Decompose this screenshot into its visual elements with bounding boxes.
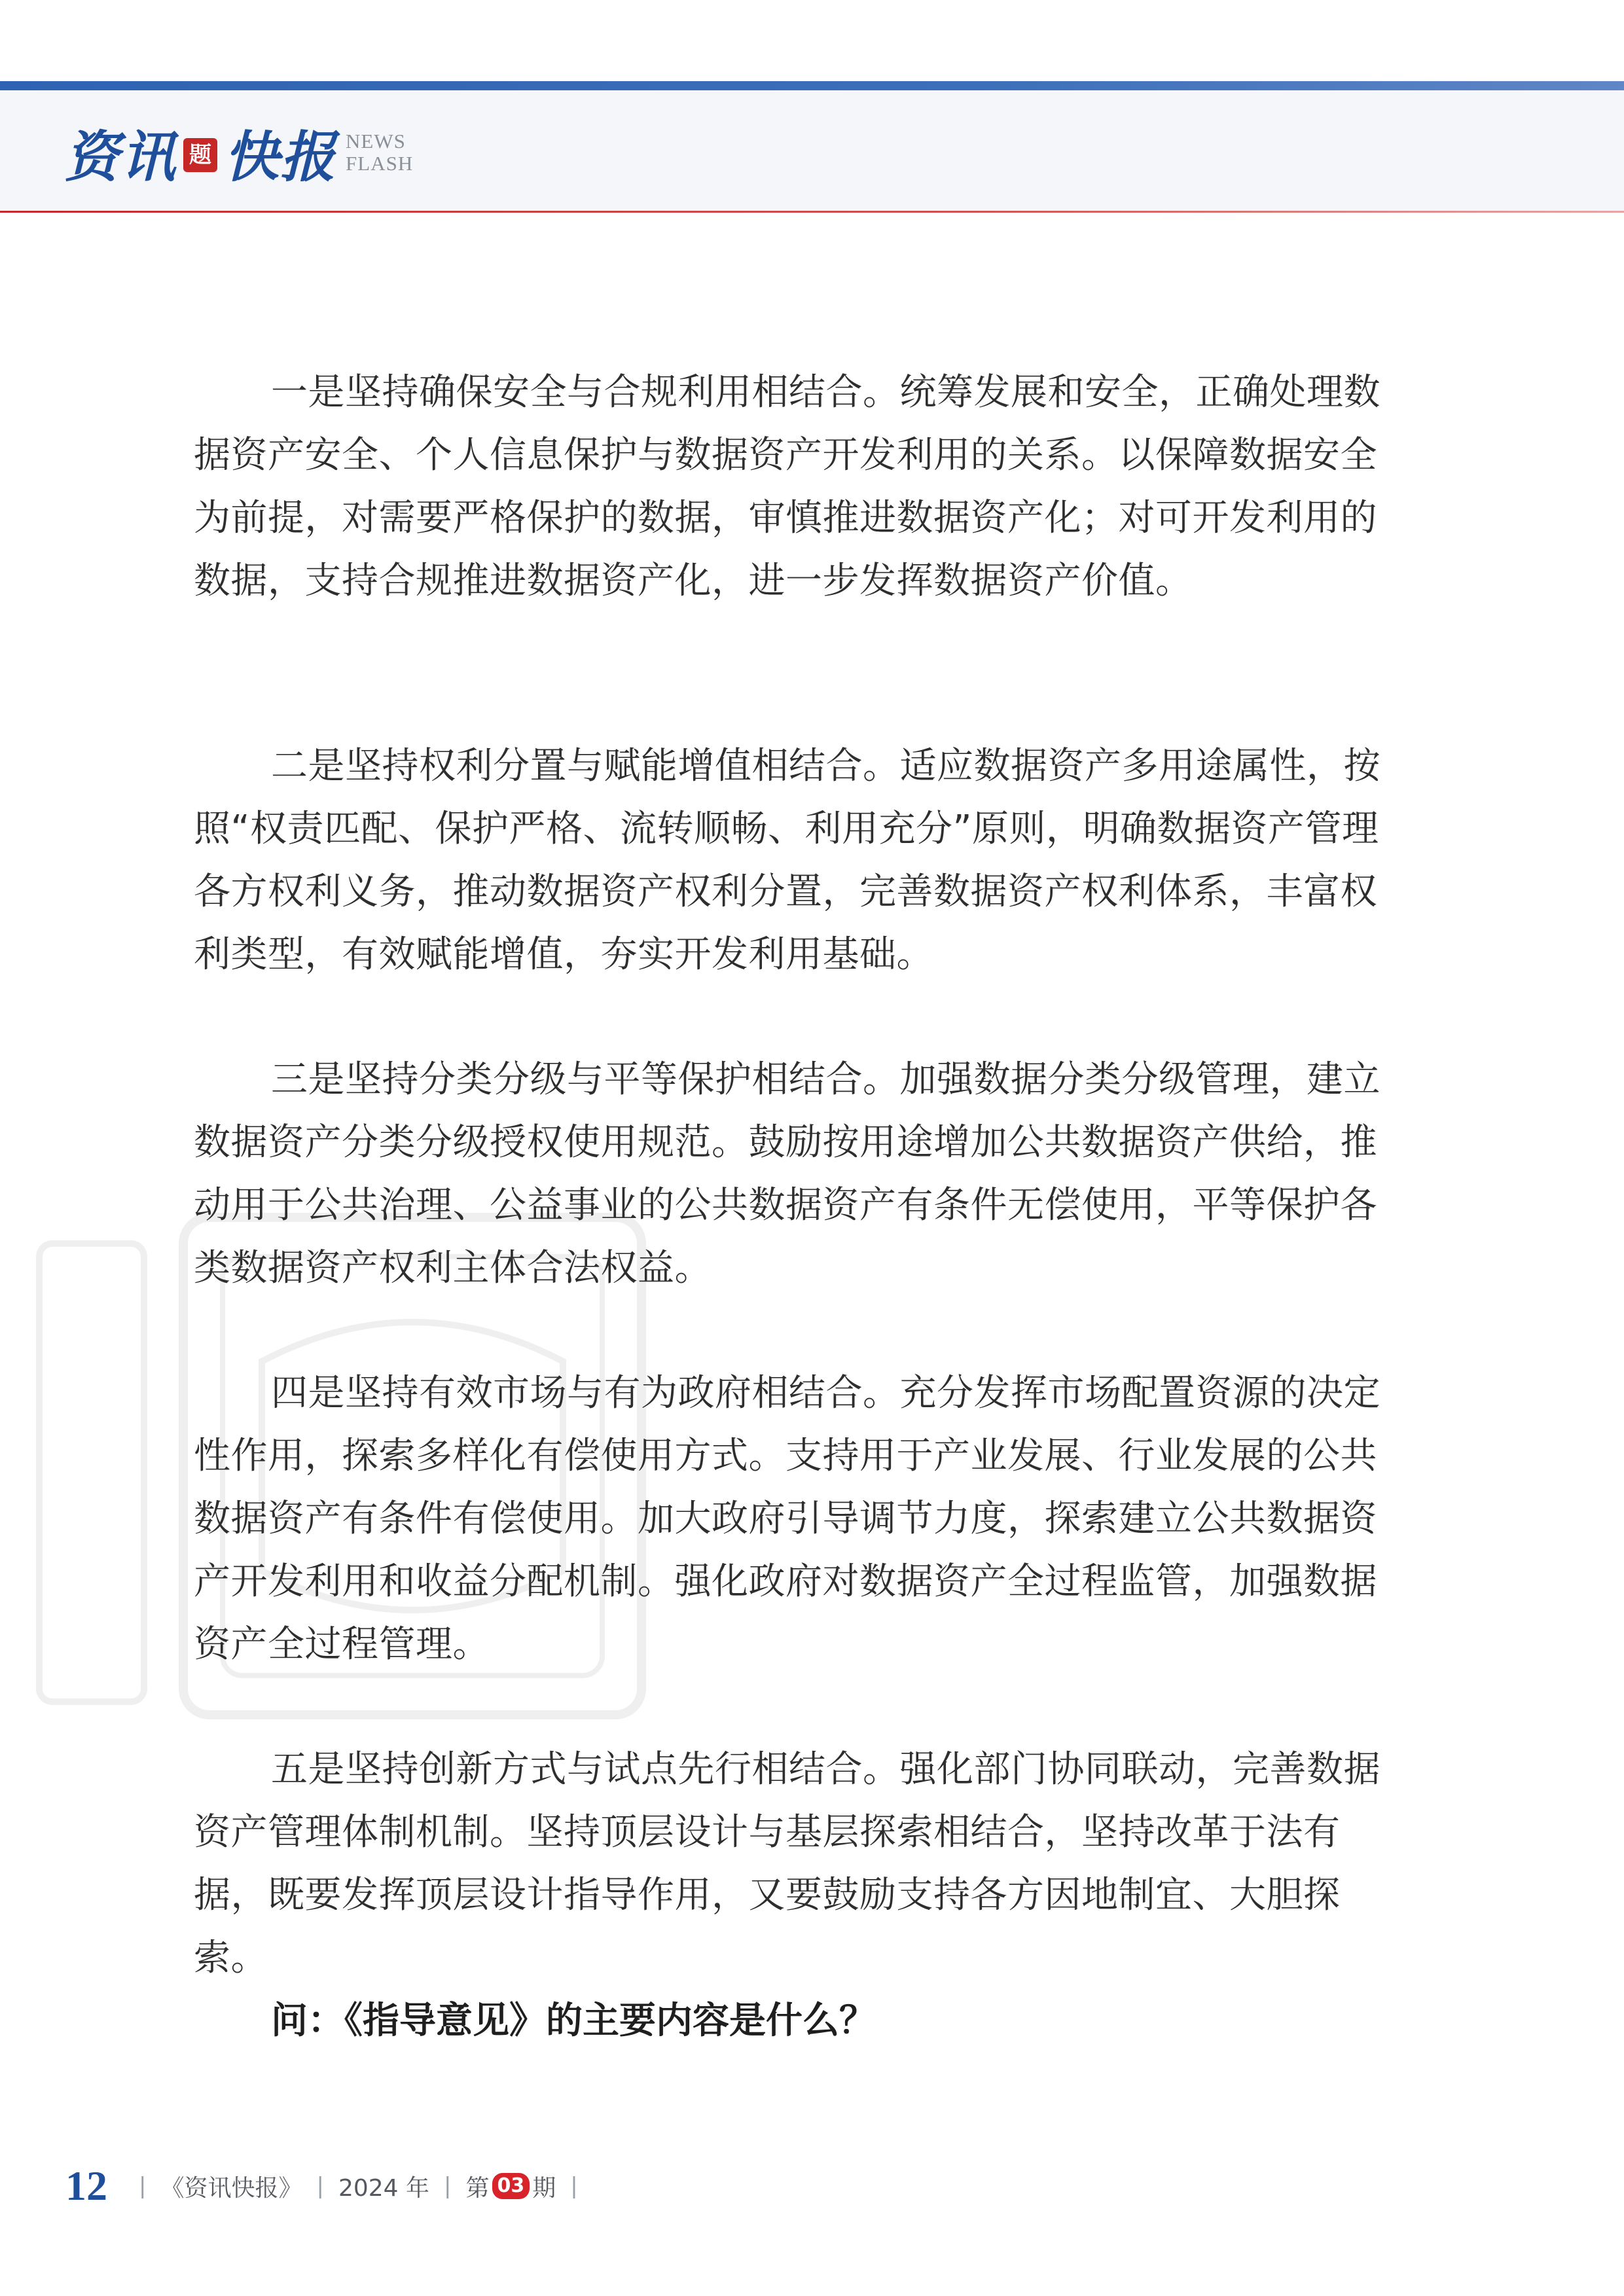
- logo-text-left: 资讯: [64, 124, 177, 189]
- footer-separator: |: [139, 2173, 147, 2199]
- header-top-bar: [0, 81, 1624, 90]
- footer-publication: 《资讯快报》: [160, 2174, 302, 2202]
- question-heading: 问：《指导意见》的主要内容是什么？: [271, 2000, 876, 2042]
- paragraph-4-text: 四是坚持有效市场与有为政府相结合。充分发挥市场配置资源的决定性作用，探索多样化有偿使用方式。支持用于产业发展、行业发展的公共数据资产有条件有偿使用。加大政府引导调节力度，探索建立公共数据资产开发利用和收益分配机制。强化政府对数据资产全过程监管，加强数据资产全过程管理。: [194, 1372, 1380, 1666]
- paragraph-5-text: 五是坚持创新方式与试点先行相结合。强化部门协同联动，完善数据资产管理体制机制。坚持顶层设计与基层探索相结合，坚持改革于法有据，既要发挥顶层设计指导作用，又要鼓励支持各方因地制宜、大胆探索。: [194, 1748, 1380, 1979]
- page-number: 12: [65, 2162, 107, 2209]
- paragraph-2: [194, 735, 1414, 986]
- footer-separator: |: [316, 2173, 324, 2199]
- paragraph-3-text: 三是坚持分类分级与平等保护相结合。加强数据分类分级管理，建立数据资产分类分级授权使用规范。鼓励按用途增加公共数据资产供给，推动用于公共治理、公益事业的公共数据资产有条件无偿使用，平等保护各类数据资产权利主体合法权益。: [194, 1058, 1380, 1289]
- paragraph-3: [194, 1049, 1414, 1300]
- footer-year: 2024 年: [338, 2174, 430, 2202]
- paragraph-5: [194, 1738, 1414, 1990]
- page-footer: [65, 2160, 592, 2212]
- logo-english-line1: NEWS: [346, 130, 406, 152]
- footer-issue-suffix: 期: [532, 2174, 556, 2202]
- footer-separator: |: [570, 2173, 578, 2199]
- paragraph-4: [194, 1362, 1414, 1676]
- footer-issue-prefix: 第: [465, 2174, 490, 2202]
- paragraph-2-text: 二是坚持权利分置与赋能增值相结合。适应数据资产多用途属性，按照“权责匹配、保护严格、流转顺畅、利用充分”原则，明确数据资产管理各方权利义务，推动数据资产权利分置，完善数据资产权利体系，丰富权利类型，有效赋能增值，夯实开发利用基础。: [194, 745, 1380, 976]
- header-divider: [0, 211, 1624, 213]
- logo-english-line2: FLASH: [346, 152, 414, 175]
- logo-text-right: 快报: [224, 124, 337, 189]
- logo-seal-icon: 题: [183, 138, 217, 172]
- paragraph-1-text: 一是坚持确保安全与合规利用相结合。统筹发展和安全，正确处理数据资产安全、个人信息保护与数据资产开发利用的关系。以保障数据安全为前提，对需要严格保护的数据，审慎推进数据资产化；对可开发利用的数据，支持合规推进数据资产化，进一步发挥数据资产价值。: [194, 371, 1380, 602]
- paragraph-1: [194, 361, 1414, 613]
- footer-issue-number: 03: [492, 2173, 530, 2199]
- logo-english: [346, 130, 413, 175]
- masthead-logo: [64, 117, 413, 188]
- footer-separator: |: [444, 2173, 452, 2199]
